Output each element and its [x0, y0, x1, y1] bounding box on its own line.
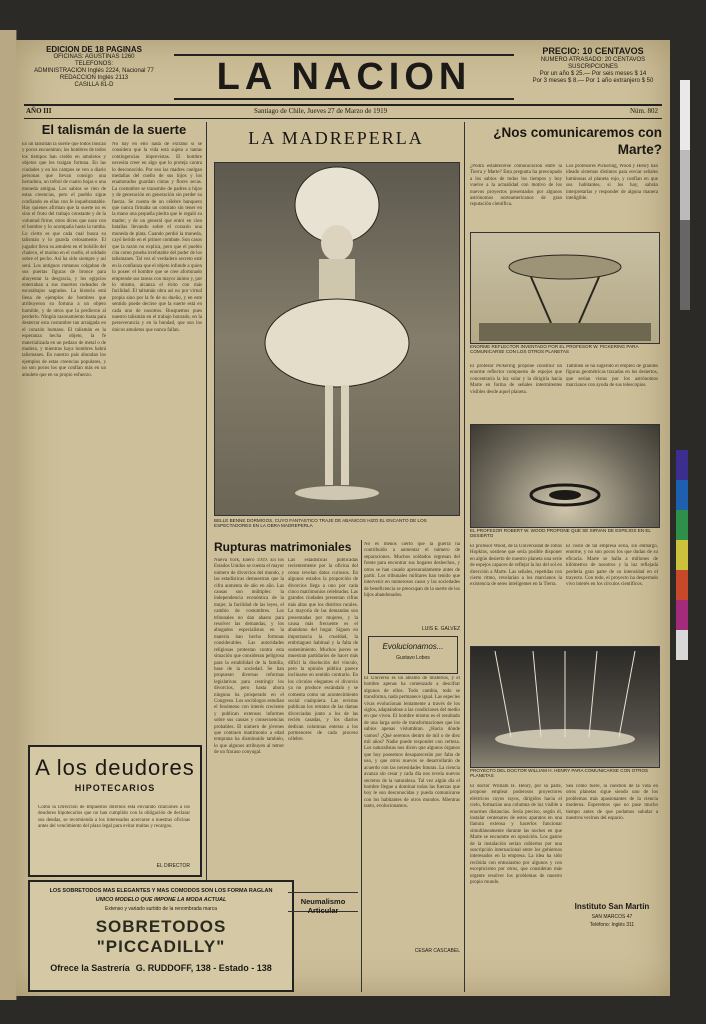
marte-text-col4: El costo de tal empresa sería, sin embargo, enorme, y no son pocos los que dudan de su eficacia. Marte se halla a millones de kilómetros de nosotros y la luz reflejada perdería gran parte de su intensidad en el trayecto. Con todo, el proyecto ha despertado vivo interés en los círculos científicos. — [566, 544, 658, 588]
talisman-text-col1: Es un talismán la suerte que todos buscan y pocos encuentran; los hombres de todos los tiempos han creído en amuletos y objetos que les traigan fortuna. En las ciudades y en los campos se ven a diario personas que llevan consigo una herradura, un trébol de cuatro hojas o una moneda antigua. Los sabios se ríen de estas creencias, pero el pueblo sigue confiando en ellas con fe inquebrantable. Hay quienes afirman que la suerte no es sino el fruto del trabajo constante y de la voluntad firme; otros dicen que nace con el hombre y lo acompaña hasta la tumba. Lo cierto es que cada cual busca su talismán y lo guarda celosamente. El jugador lleva su amuleto en el bolsillo del chaleco, el marino en el cuello, el soldado sobre el pecho. Así ha sido siempre y así será. Los antiguos romanos colgaban de sus puertas figuras de bronce para ahuyentar la desgracia, y los egipcios enterraban a sus muertos rodeados de escarabajos sagrados. La historia está llena de ejemplos de hombres que atribuyeron su fortuna a un objeto humilde, y de otros que la perdieron al perderlo. Ningún razonamiento basta para desterrar esta costumbre tan arraigada en el corazón humano. El talismán es la esperanza hecha objeto, la fe materializada en un pedazo de metal o de madera, y mientras haya hombres habrá talismanes. En nuestro país abundan los ejemplos de estas creencias populares, y no son pocos los que confían más en un amuleto que en su propio esfuerzo. — [22, 142, 106, 378]
instituto-title: Instituto San Martín — [574, 902, 650, 911]
instituto-phone: Teléfono: Inglés 311 — [589, 922, 635, 928]
instituto-address: SAN MARCOS 47 — [591, 914, 633, 920]
rupturas-headline: Rupturas matrimoniales — [214, 540, 352, 554]
marte-headline: ¿Nos comunicaremos con Marte? — [493, 125, 662, 157]
subscription-line-1: Por un año $ 25.— Por seis meses $ 14 — [539, 71, 647, 77]
talisman-text-col2: No hay en ello nada de extraño si se considera que la vida está sujeta a tantas contingencias imprevistas. El hombre necesita creer en algo que lo proteja contra lo desconocido. Por eso las madres cuelgan medallas del cuello de sus hijos y los enamorados guardan cintas y flores secas. La costumbre se transmite de padres a hijos y de generación en generación sin perder su fuerza. Se cuenta de un célebre banquero que nunca firmaba un contrato sin tener en la mano una pequeña piedra que le regaló su madre; y de un general que entró en cien batallas llevando sobre el corazón una moneda de plata. Cuando perdió la moneda, cayó herido en el primer combate. Son casos que la razón no explica, pero que el pueblo cita como prueba irrefutable del poder de los talismanes. Tal vez el verdadero secreto esté en la confianza que el objeto infunde a quien lo posee: el hombre que se cree afortunado emprende sus tareas con mayor ánimo y, por lo mismo, alcanza el éxito con más facilidad. El talismán obra así no por virtud propia sino por la fe de su dueño, y en este sentido puede decirse que la suerte está en cada uno de nosotros. Busquemos pues nuestro talismán en el trabajo honrado, en la perseverancia y en la bondad, que son los únicos amuletos que nunca fallan. — [112, 142, 202, 333]
piccadilly-sub: UNICO MODELO QUE IMPONE LA MODA ACTUAL — [95, 897, 227, 903]
deudores-title: A los deudores — [35, 755, 195, 780]
year-label: AÑO III — [26, 107, 52, 115]
date-label: Santiago de Chile, Jueves 27 de Marzo de 1919 — [254, 107, 388, 115]
marte-caption-2: EL PROFESOR ROBERT W. WOOD PROPONE QUE SE SIRVAN DE ESPEJOS EN EL DESIERTO — [470, 528, 651, 539]
deudores-ad — [28, 745, 202, 877]
po-box: CASILLA 81-D — [74, 82, 114, 88]
grayscale-strip-mid — [680, 150, 690, 220]
edition-label: EDICION DE 18 PAGINAS — [46, 45, 142, 54]
signature-cascabel: CESAR CASCABEL — [414, 948, 460, 954]
deudores-subtitle: HIPOTECARIOS — [74, 783, 156, 793]
previous-page-edge — [0, 30, 17, 1000]
phones-label: TELEFONOS: — [74, 61, 113, 67]
masthead-left-info — [24, 46, 164, 89]
marte-text-col5: El doctor William H. Henry, por su parte, propone emplear poderosos proyectores eléctricos cuyos rayos, dirigidos hacia el cielo, formarían una columna de luz visible a enormes distancias. Sería preciso, según él, instalar centenares de estos aparatos en una llanura extensa y hacerlos funcionar simultáneamente durante las noches en que Marte se encuentre en oposición. Los gastos de la instalación serían cubiertos por una suscripción internacional entre los gobiernos interesados en la empresa. La idea ha sido recibida con entusiasmo por algunos y con escepticismo por otros, que consideran más urgente resolver los problemas de nuestro propio mundo. — [470, 784, 562, 886]
newspaper-page — [16, 40, 670, 996]
color-calibration-bar — [676, 450, 688, 660]
price: PRECIO: 10 CENTAVOS — [542, 46, 644, 56]
grayscale-strip-light — [680, 80, 690, 150]
piccadilly-address: G. RUDDOFF, 138 - Estado - 138 — [135, 963, 272, 973]
neumalismo-box — [288, 892, 358, 915]
newspaper-title: LA NACION — [174, 54, 514, 100]
piccadilly-brand: SOBRETODOS "PICCADILLY" — [95, 917, 227, 956]
marte-caption-1: ENORME REFLECTOR INVENTADO POR EL PROFESOR W. PICKERING PARA COMUNICARSE CON LOS OTROS PLANETAS — [470, 344, 639, 355]
dateline — [24, 106, 662, 119]
rupturas-text-col2: Las estadísticas publicadas recientemente por la oficina del censo revelan datos curiosos. En algunos estados la proporción de divorcios llega a uno por cada cinco matrimonios celebrados. Las grandes ciudades presentan cifras más altas que los distritos rurales. La mayoría de las demandas son presentadas por mujeres, y la causa más frecuente es el abandono del hogar. Siguen en importancia la crueldad, la embriaguez habitual y la falta de sostenimiento. Muchos jueces se muestran partidarios de hacer más difícil la disolución del vínculo, pero la opinión pública parece inclinarse en sentido contrario. En los círculos elegantes el divorcio ya no produce escándalo y se comenta como un acontecimiento social cualquiera. Las revistas publican los retratos de las damas divorciadas junto a los de las recién casadas, y los diarios dedican columnas enteras a los pormenores de cada proceso célebre. — [288, 558, 358, 743]
marte-text-intro-col1: ¿Podrá establecerse comunicación entre la Tierra y Marte? Esta pregunta ha preocupado a los sabios de todos los tiempos y hoy vuelve a la actualidad con motivo de los nuevos proyectos presentados por algunos astrónomos norteamericanos de gran reputación científica. — [470, 164, 562, 208]
beams-illustration — [471, 647, 659, 767]
evolucionamos-text: El Universo es un abismo de misterios, y el hombre apenas ha comenzado a descifrar algunos de ellos. Todo cambia, todo se transforma, nada permanece igual. Las especies vivas evolucionan lentamente a través de los siglos, adaptándose a las condiciones del medio en que viven. El hombre mismo es el resultado de una larga serie de transformaciones que los sabios apenas vislumbran. ¿Hacia dónde vamos? ¿Qué seremos dentro de mil o de diez mil años? Nadie puede responder con certeza. Los naturalistas nos dicen que algunos órganos que hoy poseemos desaparecerán por falta de uso, y que otros nuevos se desarrollarán de acuerdo con las necesidades futuras. La ciencia avanza sin cesar y cada día nos revela nuevos secretos de la naturaleza. Tal vez algún día el hombre llegue a dominar todas las fuerzas que hoy le son desconocidas y pueda comunicarse con los habitantes de otros mundos. Mientras tanto, evolucionamos. — [364, 676, 460, 810]
madreperla-headline: LA MADREPERLA — [248, 128, 424, 148]
column-rule — [464, 122, 465, 992]
instituto-box — [568, 902, 656, 942]
grayscale-strip-dark — [680, 220, 690, 310]
offices: OFICINAS: AGUSTINAS 1260 — [53, 54, 135, 60]
signature-galvez: LUIS E. GALVEZ — [422, 626, 460, 632]
marte-text-col3: El profesor Wood, de la Universidad de Johns Hopkins, sostiene que sería posible disponer en algún desierto de nuestro planeta una serie de espejos capaces de reflejar la luz del sol en dirección a Marte. Las señales, repetidas con cierto ritmo, revelarían a los marcianos la existencia de seres inteligentes en la Tierra. — [470, 544, 562, 588]
admin-phone: ADMINISTRACION Inglés 2224, Nacional 77 — [34, 68, 154, 74]
neumalismo-title: Neumalismo Articular — [300, 897, 346, 915]
column-rule — [206, 122, 207, 992]
rupturas-text-col3: No es menos cierto que la guerra ha contribuido a aumentar el número de separaciones. Muchos soldados regresan del frente para encontrar sus hogares deshechos, y otros se han casado apresuradamente antes de partir. Los tribunales militares han tenido que intervenir en numerosos casos y las sociedades de beneficencia se preocupan de la suerte de los hijos abandonados. — [364, 542, 460, 599]
mirrors-illustration — [471, 425, 659, 527]
marte-photo-reflector — [470, 232, 660, 344]
deudores-signature: EL DIRECTOR — [156, 863, 190, 869]
madreperla-caption: BELLE BENNE DORMIGOS, CUYO FANTASTICO TRAJE DE ABANICOS HIZO EL ENCANTO DE LOS ESPECTADORES EN LA OBRA MADREPERLA — [214, 518, 427, 529]
evolucionamos-title: Evolucionamos... — [382, 642, 444, 651]
rupturas-text-col1: Nueva York, Enero 1919. En los Estados Unidos se cuenta el mayor número de divorcios del mundo, y las estadísticas demuestran que la cifra aumenta de año en año. Las causas son múltiples: la independencia económica de la mujer, la facilidad de las leyes, el cambio de costumbres. Los tribunales no dan abasto para resolver las demandas, y los abogados especialistas en la materia han hecho fortunas considerables. Las autoridades religiosas protestan contra esta situación que consideran peligrosa para la estabilidad de la familia, base de la sociedad. Se han propuesto diversas reformas legislativas para restringir los divorcios, pero hasta ahora ninguna ha prosperado en el Congreso. Los sociólogos estudian el fenómeno con interés creciente y publican extensos informes sobre sus causas y consecuencias probables. El número de jóvenes que contraen matrimonio a edad temprana ha disminuido también, lo que algunos atribuyen al temor de un fracaso conyugal. — [214, 558, 284, 756]
marte-text-col2: También se ha sugerido el empleo de grandes figuras geométricas trazadas en los desiertos, que serían vistas por los astrónomos marcianos con ayuda de sus telescopios. — [566, 364, 658, 389]
dancer-figure-illustration — [215, 163, 459, 515]
marte-caption-3: PROYECTO DEL DOCTOR WILLIAM H. HENRY PARA COMUNICARSE CON OTROS PLANETAS — [470, 768, 649, 779]
evolucionamos-byline: Gustavo Lobos — [396, 655, 430, 661]
talisman-headline: El talismán de la suerte — [41, 122, 187, 137]
marte-photo-beams — [470, 646, 660, 768]
deudores-text: Como la Dirección de Impuestos Internos está enviando citaciones a los deudores hipotecarios que no han cumplido con la obligación de declarar sus deudas, se recomienda a los interesados acercarse a nuestras oficinas antes del vencimiento del plazo legal para evitar multas y recargos. — [38, 805, 190, 830]
redaction-phone: REDACCION Inglés 2113 — [59, 75, 129, 81]
issue-number: Núm. 802 — [630, 107, 658, 115]
reflector-illustration — [471, 233, 659, 343]
column-rule — [361, 540, 362, 992]
marte-text-col6: Sea como fuere, la cuestión de la vida en otros planetas sigue siendo uno de los problemas más apasionantes de la ciencia moderna. Esperemos que no pase mucho tiempo antes de que podamos saludar a nuestros vecinos del espacio. — [566, 784, 658, 822]
piccadilly-offer: Ofrece la Sastrería — [50, 963, 130, 973]
subscriptions-label: SUSCRIPCIONES — [568, 64, 618, 70]
evolucionamos-box — [368, 636, 458, 674]
marte-photo-mirrors — [470, 424, 660, 528]
subscription-line-2: Por 3 meses $ 8.— Por 1 año extranjero $ 50 — [532, 78, 654, 84]
piccadilly-sub2: Extenso y variado surtido de la renombrada marca — [104, 906, 217, 912]
madreperla-photo — [214, 162, 460, 516]
back-issue-price: NUMERO ATRASADO: 20 CENTAVOS — [540, 57, 646, 63]
piccadilly-top: LOS SOBRETODOS MAS ELEGANTES Y MAS COMODOS SON LOS FORMA RAGLAN — [49, 888, 273, 894]
masthead-right-info — [524, 48, 662, 85]
marte-text-col1: El profesor Pickering propone construir un enorme reflector compuesto de espejos que concentraría la luz solar y la dirigiría hacia Marte en forma de señales intermitentes visibles desde aquel planeta. — [470, 364, 562, 395]
masthead — [24, 44, 662, 106]
marte-text-intro-col2: Los profesores Pickering, Wood y Henry han ideado sistemas distintos para enviar señales luminosas al planeta rojo, y confían en que sus habitantes, si los hay, sabrán interpretarlas y responder de alguna manera inteligible. — [566, 164, 658, 202]
